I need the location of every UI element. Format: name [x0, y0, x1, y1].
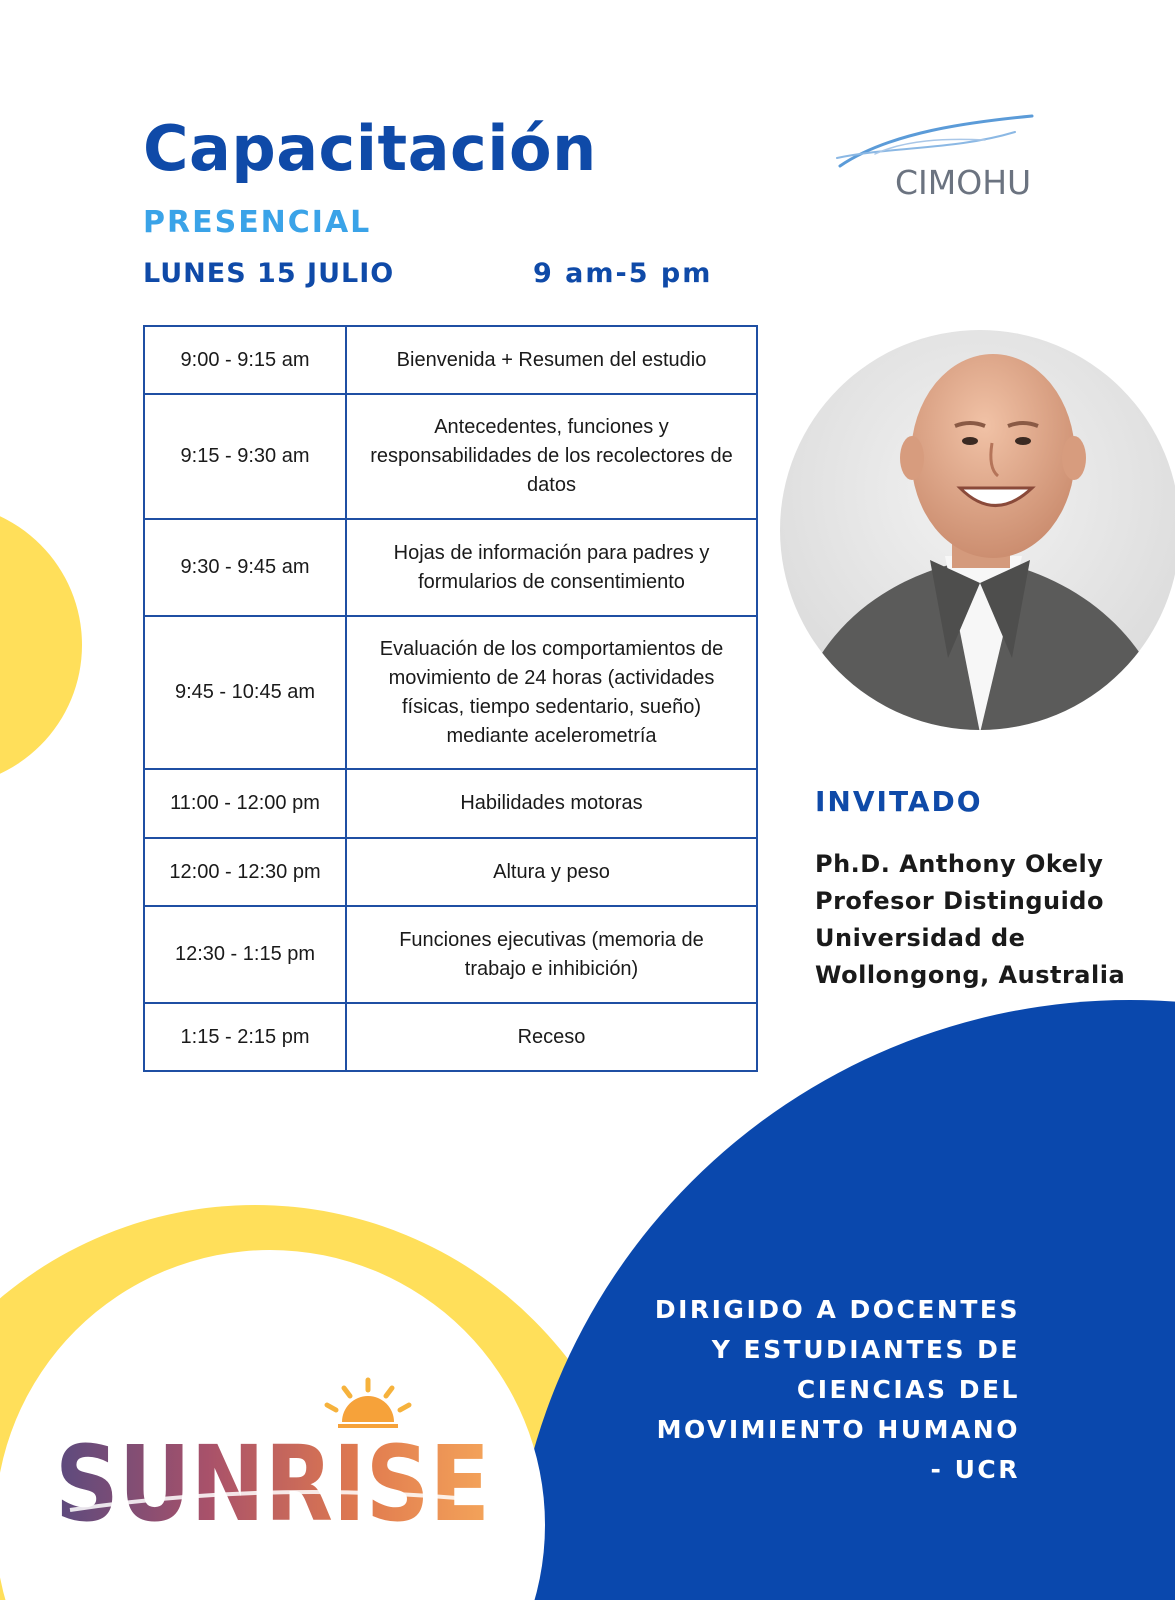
audience-line: CIENCIAS DEL — [796, 1375, 1020, 1404]
cimohu-logo-text: CIMOHU — [895, 163, 1032, 202]
table-row — [144, 326, 757, 394]
schedule-activity: Antecedentes, funciones y responsabilidades de los recolectores de datos — [346, 394, 757, 519]
schedule-time: 9:45 - 10:45 am — [144, 616, 346, 769]
table-row — [144, 906, 757, 1003]
event-date: LUNES 15 JULIO — [143, 258, 395, 289]
table-row — [144, 769, 757, 838]
svg-text:SUNRISE: SUNRISE — [55, 1423, 490, 1545]
audience-line: - UCR — [930, 1455, 1020, 1484]
schedule-activity: Bienvenida + Resumen del estudio — [346, 326, 757, 394]
audience-line: MOVIMIENTO HUMANO — [656, 1415, 1020, 1444]
schedule-time: 11:00 - 12:00 pm — [144, 769, 346, 838]
schedule-time: 12:30 - 1:15 pm — [144, 906, 346, 1003]
table-row — [144, 519, 757, 616]
schedule-activity: Evaluación de los comportamientos de movimiento de 24 horas (actividades físicas, tiempo sedentario, sueño) mediante acelerometría — [346, 616, 757, 769]
schedule-time: 9:30 - 9:45 am — [144, 519, 346, 616]
event-time: 9 am-5 pm — [533, 258, 713, 289]
schedule-time: 1:15 - 2:15 pm — [144, 1003, 346, 1071]
guest-portrait — [780, 328, 1175, 733]
table-row — [144, 394, 757, 519]
table-row — [144, 616, 757, 769]
schedule-time: 9:15 - 9:30 am — [144, 394, 346, 519]
guest-heading: INVITADO — [815, 785, 983, 818]
schedule-activity: Receso — [346, 1003, 757, 1071]
event-mode: PRESENCIAL — [143, 205, 372, 240]
schedule-time: 9:00 - 9:15 am — [144, 326, 346, 394]
audience-line: Y ESTUDIANTES DE — [711, 1335, 1020, 1364]
audience-text — [655, 1290, 1020, 1490]
yellow-left-circle — [0, 503, 82, 787]
table-row — [144, 838, 757, 906]
schedule-activity: Habilidades motoras — [346, 769, 757, 838]
guest-name: Ph.D. Anthony Okely — [815, 850, 1104, 878]
guest-title: Profesor Distinguido — [815, 887, 1104, 915]
schedule-time: 12:00 - 12:30 pm — [144, 838, 346, 906]
schedule-activity: Funciones ejecutivas (memoria de trabajo e inhibición) — [346, 906, 757, 1003]
table-row — [144, 1003, 757, 1071]
schedule-table — [143, 325, 758, 1072]
guest-affiliation-line1: Universidad de — [815, 924, 1026, 952]
schedule-activity: Hojas de información para padres y formularios de consentimiento — [346, 519, 757, 616]
sunrise-logo — [50, 1380, 500, 1545]
guest-info — [815, 846, 1125, 994]
guest-affiliation-line2: Wollongong, Australia — [815, 961, 1126, 989]
schedule-activity: Altura y peso — [346, 838, 757, 906]
page-title: Capacitación — [143, 112, 597, 185]
audience-line: DIRIGIDO A DOCENTES — [654, 1295, 1020, 1324]
